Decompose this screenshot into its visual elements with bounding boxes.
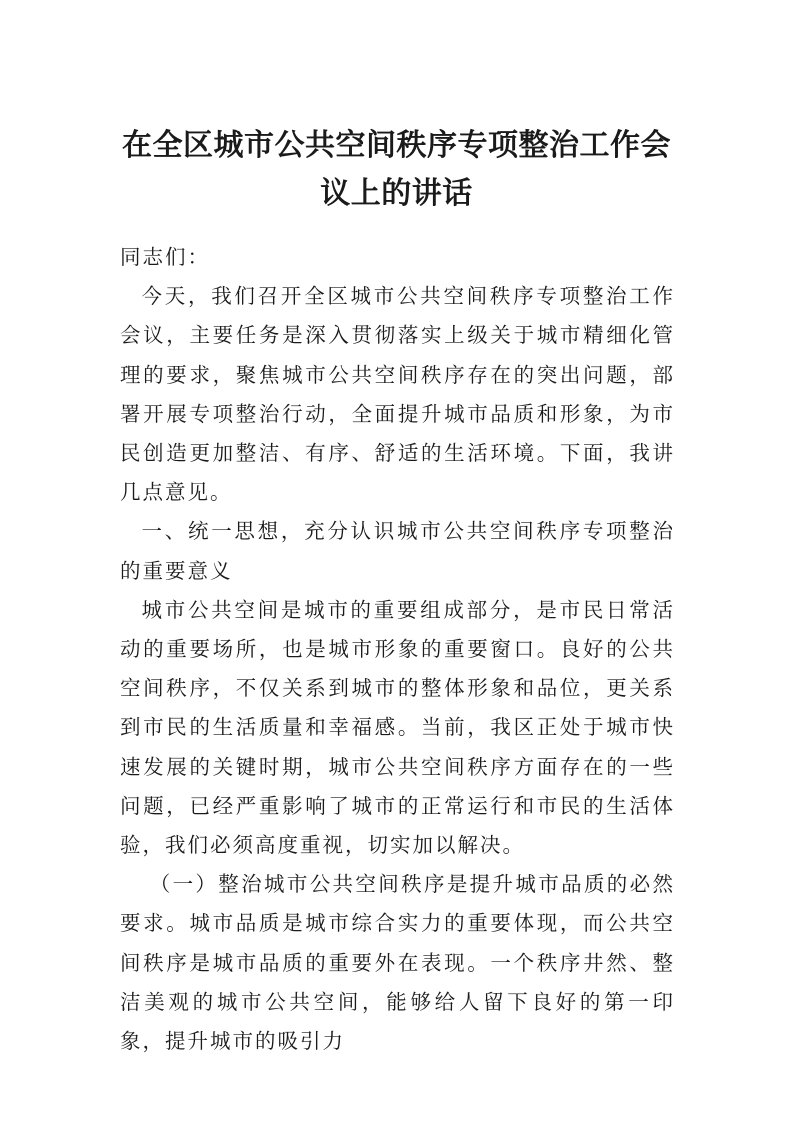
salutation: 同志们： [120, 245, 210, 269]
subsection-1-paragraph: （一）整治城市公共空间秩序是提升城市品质的必然要求。城市品质是城市综合实力的重要体现，而公共空间秩序是城市品质的重要外在表现。一个秩序井然、整洁美观的城市公共空间，能够给人留下良好的第一印象，提升城市的吸引力 [120, 872, 675, 1054]
section-1-heading: 一、统一思想，充分认识城市公共空间秩序专项整治的重要意义 [120, 519, 675, 583]
title-line-2: 议上的讲话 [320, 176, 473, 211]
intro-paragraph: 今天，我们召开全区城市公共空间秩序专项整治工作会议，主要任务是深入贯彻落实上级关于城市精细化管理的要求，聚焦城市公共空间秩序存在的突出问题，部署开展专项整治行动，全面提升城市品质和形象，为市民创造更加整洁、有序、舒适的生活环境。下面，我讲几点意见。 [120, 284, 675, 505]
document-body [120, 238, 675, 1061]
section-1-paragraph: 城市公共空间是城市的重要组成部分，是市民日常活动的重要场所，也是城市形象的重要窗口。良好的公共空间秩序，不仅关系到城市的整体形象和品位，更关系到市民的生活质量和幸福感。当前，我区正处于城市快速发展的关键时期，城市公共空间秩序方面存在的一些问题，已经严重影响了城市的正常运行和市民的生活体验，我们必须高度重视，切实加以解决。 [120, 597, 675, 858]
document-title [120, 122, 673, 218]
title-line-1: 在全区城市公共空间秩序专项整治工作会 [122, 128, 671, 163]
